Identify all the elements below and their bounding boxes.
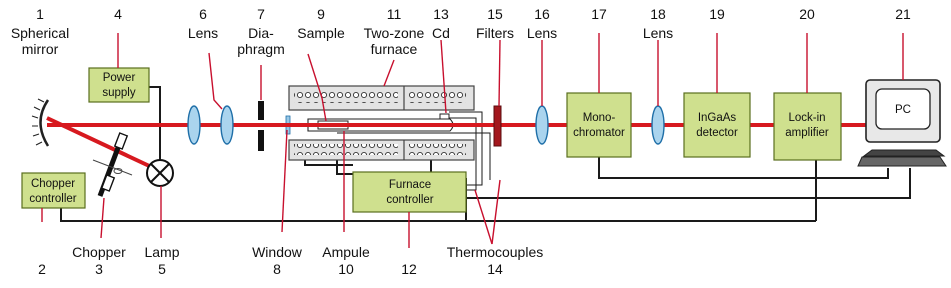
pc-keyboard	[864, 150, 944, 156]
label-ampule: Ampule	[322, 244, 370, 260]
leader-8	[282, 130, 287, 232]
label-furnace: furnace	[370, 41, 418, 57]
svg-text:Furnace: Furnace	[388, 179, 432, 191]
svg-text:controller: controller	[386, 194, 434, 206]
label-two-zone: Two-zone	[363, 25, 425, 41]
svg-text:controller: controller	[29, 193, 77, 205]
svg-text:PC: PC	[895, 104, 911, 116]
leader-3	[101, 198, 104, 238]
furnace-controller-box	[353, 172, 466, 212]
leader-15	[499, 40, 500, 106]
num-20: 20	[799, 6, 815, 22]
num-8: 8	[273, 261, 281, 277]
num-16: 16	[534, 6, 550, 22]
num-9: 9	[317, 6, 325, 22]
leader-14b	[492, 180, 500, 244]
lens-6b	[221, 106, 233, 144]
filters	[494, 106, 501, 146]
ingaas-detector-box	[684, 93, 750, 157]
num-14: 14	[487, 261, 503, 277]
label-lens-18: Lens	[642, 25, 674, 41]
svg-text:supply: supply	[102, 87, 136, 99]
furnace-pc-wire	[466, 168, 910, 198]
svg-text:InGaAs: InGaAs	[697, 112, 737, 124]
lockin-amplifier-box	[774, 93, 841, 160]
num-12: 12	[401, 261, 417, 277]
furnace-zone1-wire	[337, 160, 353, 174]
svg-text:Power: Power	[102, 72, 136, 84]
svg-text:Lock-in: Lock-in	[788, 112, 826, 124]
heater-coil-zone2-top	[408, 92, 466, 103]
label-window: Window	[252, 244, 302, 260]
num-21: 21	[895, 6, 911, 22]
label-thermocouples: Thermocouples	[446, 244, 544, 260]
svg-text:detector: detector	[696, 127, 738, 139]
labels-top	[11, 6, 911, 57]
label-chopper: Chopper	[72, 244, 126, 260]
chopper-controller-box	[22, 173, 85, 208]
label-filters: Filters	[475, 25, 515, 41]
num-1: 1	[36, 6, 44, 22]
monochromator-box	[567, 93, 631, 157]
svg-text:Chopper: Chopper	[30, 178, 76, 190]
num-11: 11	[386, 6, 402, 22]
num-2: 2	[38, 261, 46, 277]
label-lens-16: Lens	[526, 25, 558, 41]
label-dia: Dia-	[248, 25, 274, 41]
lens-6a	[188, 106, 200, 144]
num-13: 13	[433, 6, 449, 22]
num-18: 18	[650, 6, 666, 22]
label-mirror: mirror	[21, 41, 59, 57]
svg-text:chromator: chromator	[573, 127, 625, 139]
label-lens-6: Lens	[187, 25, 219, 41]
pc	[858, 80, 946, 166]
num-4: 4	[114, 6, 122, 22]
label-sample: Sample	[297, 25, 345, 41]
lens-16	[536, 106, 548, 144]
heater-coil-zone2-bottom	[408, 144, 466, 155]
leader-11	[384, 60, 394, 86]
label-phragm: phragm	[237, 41, 285, 57]
lamp	[147, 160, 173, 186]
label-spherical: Spherical	[10, 25, 70, 41]
num-6: 6	[199, 6, 207, 22]
label-cd: Cd	[432, 25, 450, 41]
svg-text:amplifier: amplifier	[785, 127, 829, 139]
num-10: 10	[338, 261, 354, 277]
num-3: 3	[95, 261, 103, 277]
power-supply-box	[89, 68, 149, 102]
labels-bottom	[38, 244, 543, 277]
num-17: 17	[591, 6, 607, 22]
num-15: 15	[487, 6, 503, 22]
label-lamp: Lamp	[144, 244, 180, 260]
heater-coil-zone1-top	[294, 92, 398, 103]
heater-coil-zone1-bottom	[294, 144, 398, 155]
num-5: 5	[158, 261, 166, 277]
cd-source	[440, 114, 449, 119]
lens-18	[652, 106, 664, 144]
monochromator-pc-wire	[599, 157, 888, 178]
spherical-mirror	[32, 99, 48, 146]
num-7: 7	[257, 6, 265, 22]
leader-6	[209, 53, 222, 109]
num-19: 19	[709, 6, 725, 22]
svg-text:Mono-: Mono-	[582, 112, 616, 124]
